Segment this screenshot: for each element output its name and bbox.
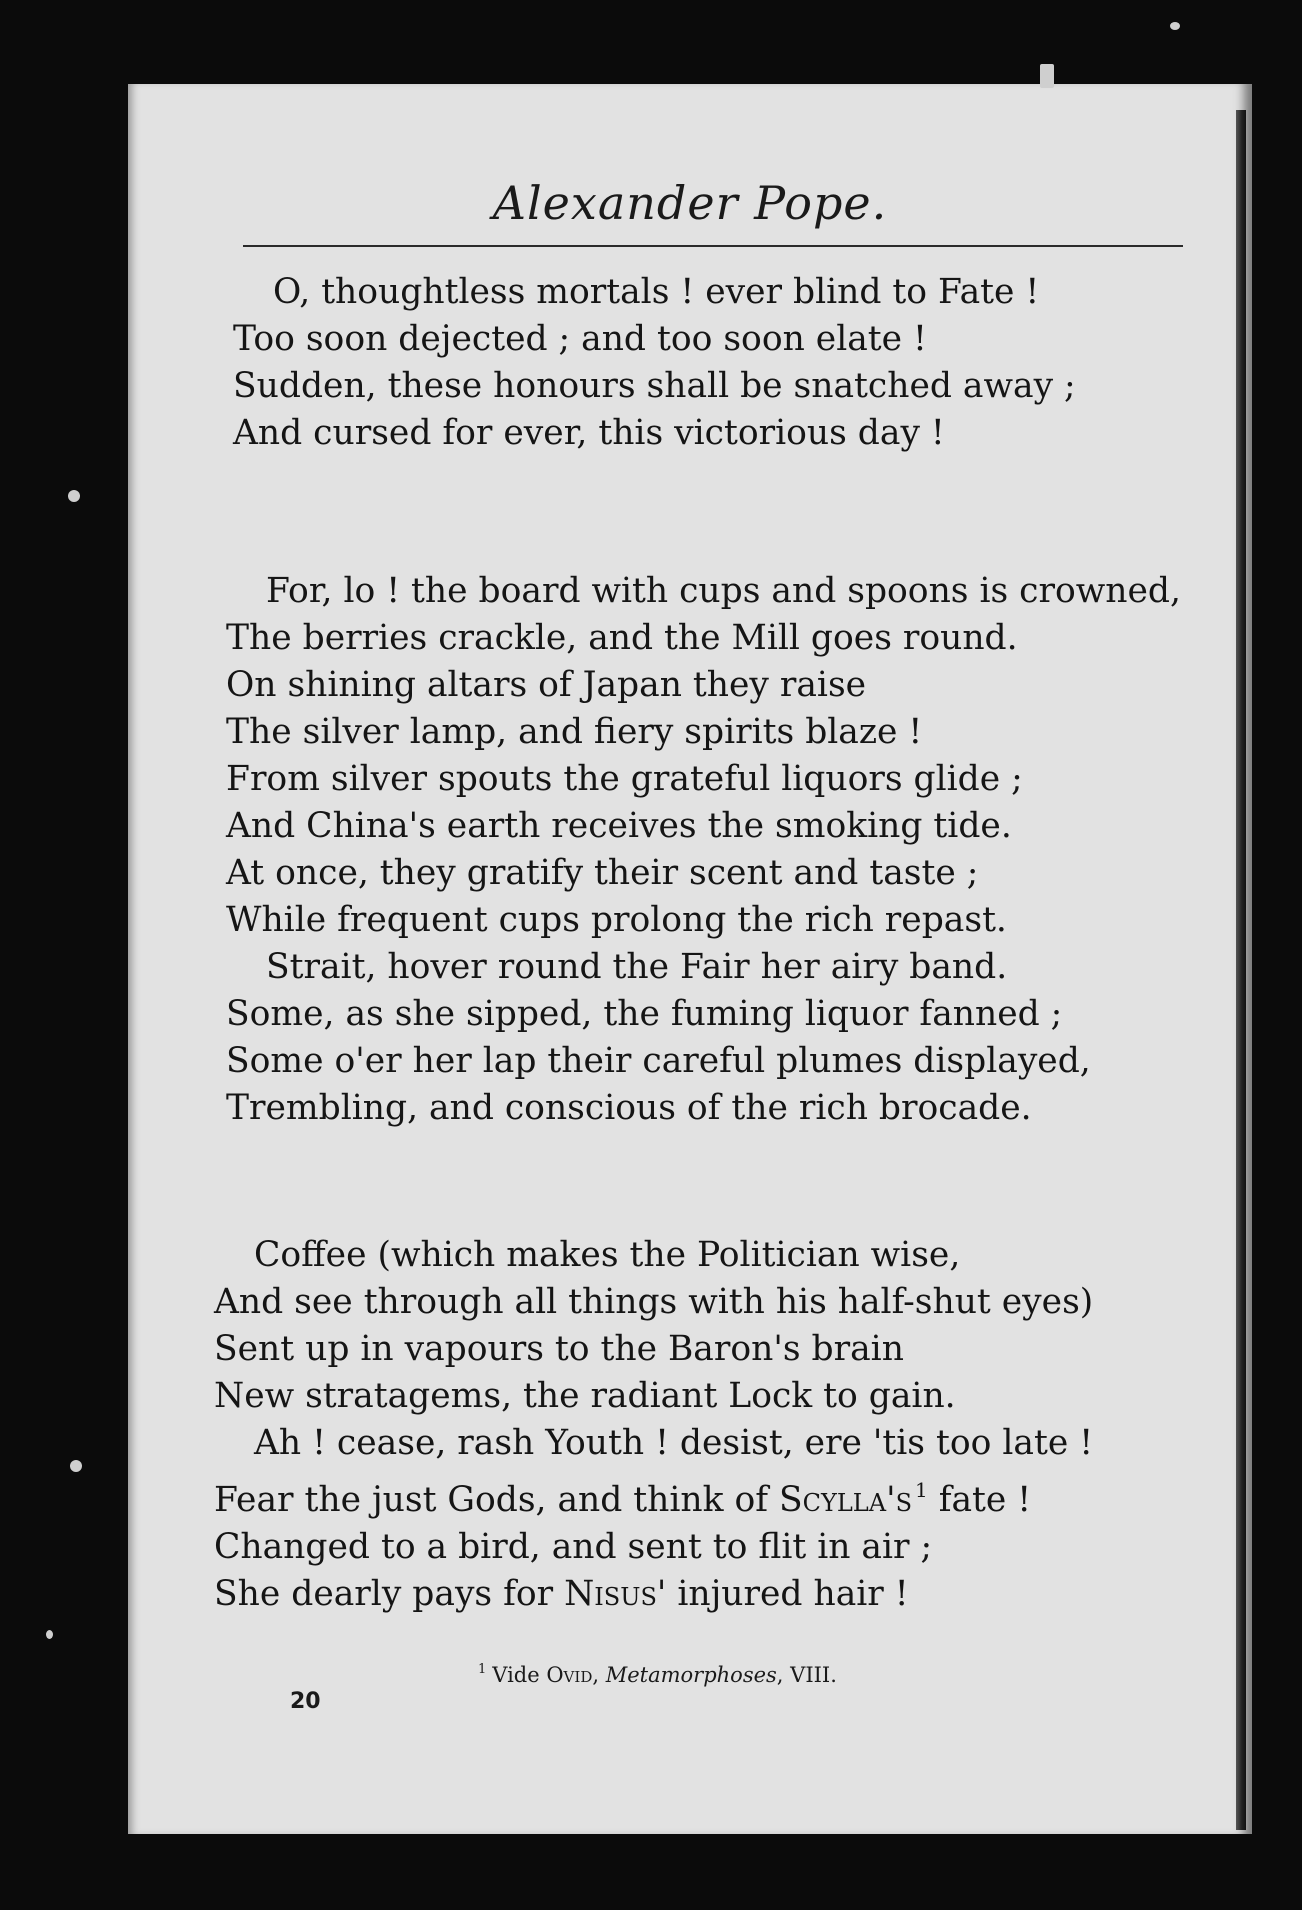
footnote-marker: 1	[478, 1662, 487, 1677]
footnote	[478, 1662, 837, 1687]
poem-line: Trembling, and conscious of the rich brocade.	[226, 1088, 1032, 1128]
scan-speck	[68, 490, 80, 502]
scan-speck	[1040, 64, 1054, 88]
stanza-1	[233, 269, 1076, 457]
poem-line: On shining altars of Japan they raise	[226, 665, 867, 705]
book-page	[128, 84, 1252, 1834]
page-edge-shadow	[1236, 110, 1246, 1830]
poem-line: Ah ! cease, rash Youth ! desist, ere 'tis too late !	[254, 1423, 1094, 1463]
footnote-reference: 1	[915, 1478, 928, 1502]
running-head: Alexander Pope.	[492, 176, 888, 230]
poem-line: From silver spouts the grateful liquors glide ;	[226, 759, 1023, 799]
poem-line-text: Fear the just Gods, and think of	[214, 1480, 780, 1520]
poem-line: And cursed for ever, this victorious day !	[233, 413, 945, 453]
poem-line	[214, 1571, 1093, 1618]
poem-line: Sent up in vapours to the Baron's brain	[214, 1329, 904, 1369]
poem-line: Too soon dejected ; and too soon elate !	[233, 319, 927, 359]
header-rule	[243, 245, 1183, 247]
scan-speck	[46, 1630, 53, 1639]
poem-line: While frequent cups prolong the rich repast.	[226, 900, 1007, 940]
poem-line: At once, they gratify their scent and taste ;	[226, 853, 979, 893]
footnote-separator: ,	[592, 1663, 606, 1687]
poem-line: The silver lamp, and fiery spirits blaze !	[226, 712, 923, 752]
poem-line: The berries crackle, and the Mill goes round.	[226, 618, 1018, 658]
poem-line: Sudden, these honours shall be snatched away ;	[233, 366, 1076, 406]
poem-line: Some o'er her lap their careful plumes displayed,	[226, 1041, 1091, 1081]
footnote-suffix: , VIII.	[776, 1663, 837, 1687]
scan-speck	[70, 1460, 82, 1472]
poem-line	[214, 1467, 1093, 1524]
poem-line: Some, as she sipped, the fuming liquor fanned ;	[226, 994, 1063, 1034]
poem-line: New stratagems, the radiant Lock to gain.	[214, 1376, 956, 1416]
poem-line-text: fate !	[927, 1480, 1032, 1520]
stanza-3	[214, 1232, 1093, 1618]
scan-speck	[1170, 22, 1180, 30]
footnote-prefix: Vide	[492, 1663, 547, 1687]
footnote-author: Ovid	[546, 1663, 593, 1687]
poem-line: For, lo ! the board with cups and spoons is crowned,	[266, 571, 1181, 611]
poem-line: And China's earth receives the smoking tide.	[226, 806, 1012, 846]
poem-line: Strait, hover round the Fair her airy band.	[266, 947, 1008, 987]
poem-line-text: She dearly pays for	[214, 1574, 565, 1614]
name-nisus: Nisus'	[564, 1574, 667, 1614]
poem-line: O, thoughtless mortals ! ever blind to Fate !	[273, 272, 1040, 312]
poem-line: And see through all things with his half-shut eyes)	[214, 1282, 1094, 1322]
page-number: 20	[290, 1689, 321, 1714]
stanza-2	[226, 568, 1181, 1132]
poem-line: Coffee (which makes the Politician wise,	[254, 1235, 961, 1275]
poem-line-text: injured hair !	[666, 1574, 909, 1614]
name-scylla: Scylla's	[779, 1480, 913, 1520]
footnote-work: Metamorphoses	[605, 1663, 777, 1687]
poem-line: Changed to a bird, and sent to flit in air ;	[214, 1527, 933, 1567]
